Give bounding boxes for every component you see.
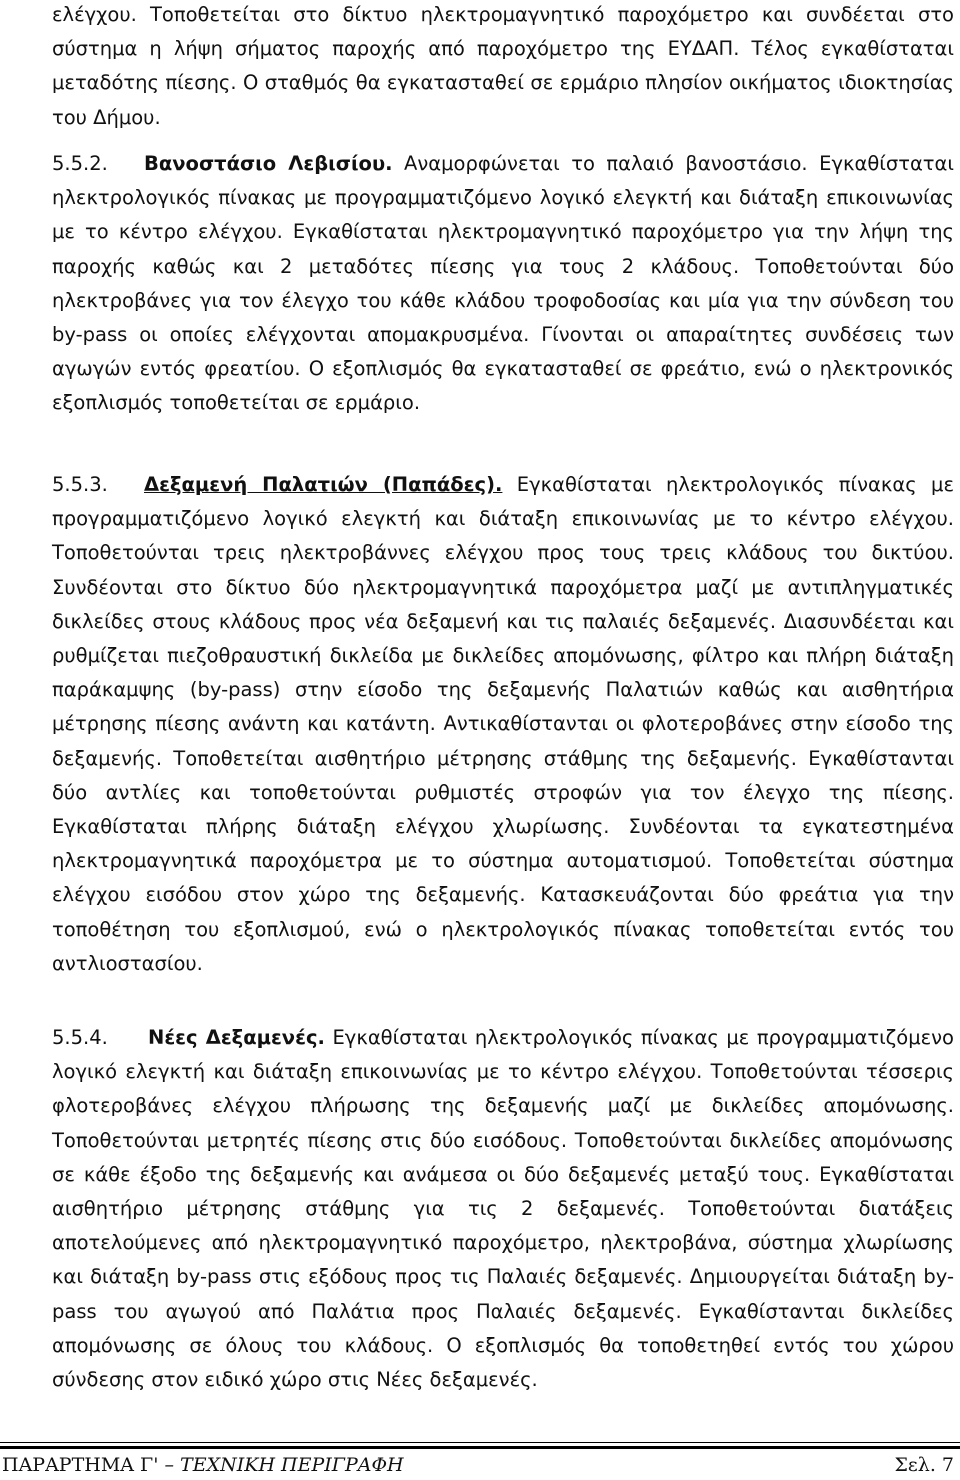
footer-rule-thick: [0, 1446, 960, 1449]
footer-dash: –: [158, 1454, 181, 1476]
section-number: 5.5.2.: [52, 152, 108, 175]
section-title: Νέες Δεξαμενές.: [148, 1026, 325, 1049]
footer-appendix: ΠΑΡΑΡΤΗΜΑ Γ': [2, 1454, 159, 1476]
section-5-5-3: [52, 468, 954, 981]
page-number: Σελ. 7: [894, 1454, 954, 1476]
footer-rule-thin: [0, 1442, 960, 1443]
footer-subtitle: ΤΕΧΝΙΚΗ ΠΕΡΙΓΡΑΦΗ: [180, 1454, 404, 1476]
section-text: Εγκαθίσταται ηλεκτρολογικός πίνακας με προγραμματιζόμενο λογικό ελεγκτή και διάταξη επικοινωνίας με το κέντρο ελέγχου. Τοποθετούνται τέσσερις φλοτεροβάνες ελέγχου πλήρωσης της δεξαμενής μαζί με δικλείδες απομόνωσης. Τοποθετούνται μετρητές πίεσης στις δύο εισόδους. Τοποθετούνται δικλείδες απομόνωσης σε κάθε έξοδο της δεξαμενής και ανάμεσα οι δύο δεξαμενές μεταξύ τους. Εγκαθίσταται αισθητήριο μέτρησης στάθμης για τις 2 δεξαμενές. Τοποθετούνται διατάξεις αποτελούμενες από ηλεκτρομαγνητικό παροχόμετρο, ηλεκτροβάνα, σύστημα χλωρίωσης και διάταξη by-pass στις εξόδους προς τις Παλαιές δεξαμενές. Δημιουργείται διάταξη by-pass του αγωγού από Παλάτια προς Παλαιές δεξαμενές. Εγκαθίστανται δικλείδες απομόνωσης σε όλους του κλάδους. Ο εξοπλισμός θα τοποθετηθεί εντός του χώρου σύνδεσης στον ειδικό χώρο στις Νέες δεξαμενές.: [52, 1026, 954, 1392]
footer-title: [2, 1452, 404, 1478]
section-5-5-4: [52, 1021, 954, 1397]
section-number: 5.5.4.: [52, 1026, 108, 1049]
paragraph-intro: [52, 0, 954, 135]
section-5-5-2: [52, 147, 954, 421]
section-number: 5.5.3.: [52, 473, 108, 496]
section-text: Αναμορφώνεται το παλαιό βανοστάσιο. Εγκαθίσταται ηλεκτρολογικός πίνακας με προγραμματιζόμενο λογικό ελεγκτή και διάταξη επικοινωνίας με το κέντρο ελέγχου. Εγκαθίσταται ηλεκτρομαγνητικό παροχόμετρο για την λήψη της παροχής καθώς και 2 μεταδότες πίεσης για τους 2 κλάδους. Τοποθετούνται δύο ηλεκτροβάνες για τον έλεγχο του κάθε κλάδου τροφοδοσίας και μία για την σύνδεση του by-pass οι οποίες ελέγχονται απομακρυσμένα. Γίνονται οι απαραίτητες συνδέσεις των αγωγών εντός φρεατίου. Ο εξοπλισμός θα εγκατασταθεί σε φρεάτιο, ενώ ο ηλεκτρονικός εξοπλισμός τοποθετείται σε ερμάριο.: [52, 152, 954, 415]
page-footer: [0, 1452, 954, 1478]
section-title: Δεξαμενή Παλατιών (Παπάδες).: [144, 473, 503, 496]
paragraph-intro-text: ελέγχου. Τοποθετείται στο δίκτυο ηλεκτρομαγνητικό παροχόμετρο και συνδέεται στο σύστημα η λήψη σήματος παροχής από παροχόμετρο της ΕΥΔΑΠ. Τέλος εγκαθίσταται μεταδότης πίεσης. Ο σταθμός θα εγκατασταθεί σε ερμάριο πλησίον οικήματος ιδιοκτησίας του Δήμου.: [52, 3, 954, 129]
section-title: Βανοστάσιο Λεβισίου.: [144, 152, 393, 175]
section-text: Εγκαθίσταται ηλεκτρολογικός πίνακας με προγραμματιζόμενο λογικό ελεγκτή και διάταξη επικοινωνίας με το κέντρο ελέγχου. Τοποθετούνται τρεις ηλεκτροβάννες ελέγχου προς τους τρεις κλάδους του δικτύου. Συνδέονται στο δίκτυο δύο ηλεκτρομαγνητικά παροχόμετρα μαζί με αντιπληγματικές δικλείδες στους κλάδους προς νέα δεξαμενή και τις παλαιές δεξαμενές. Διασυνδέεται και ρυθμίζεται πιεζοθραυστική δικλείδα με δικλείδες απομόνωσης, φίλτρο και πλήρη διάταξη παράκαμψης (by-pass) στην είσοδο της δεξαμενής Παλατιών καθώς και αισθητήρια μέτρησης πίεσης ανάντη και κατάντη. Αντικαθίστανται οι φλοτεροβάνες στην είσοδο της δεξαμενής. Τοποθετείται αισθητήριο μέτρησης στάθμης της δεξαμενής. Εγκαθίστανται δύο αντλίες και τοποθετούνται ρυθμιστές στροφών για τον έλεγχο της πίεσης. Εγκαθίσταται πλήρης διάταξη ελέγχου χλωρίωσης. Συνδέονται τα εγκατεστημένα ηλεκτρομαγνητικά παροχόμετρα με το σύστημα αυτοματισμού. Τοποθετείται σύστημα ελέγχου εισόδου στον χώρο της δεξαμενής. Κατασκευάζονται δύο φρεάτια για την τοποθέτηση του εξοπλισμού, ενώ ο ηλεκτρολογικός πίνακας τοποθετείται εντός του αντλιοστασίου.: [52, 473, 954, 975]
